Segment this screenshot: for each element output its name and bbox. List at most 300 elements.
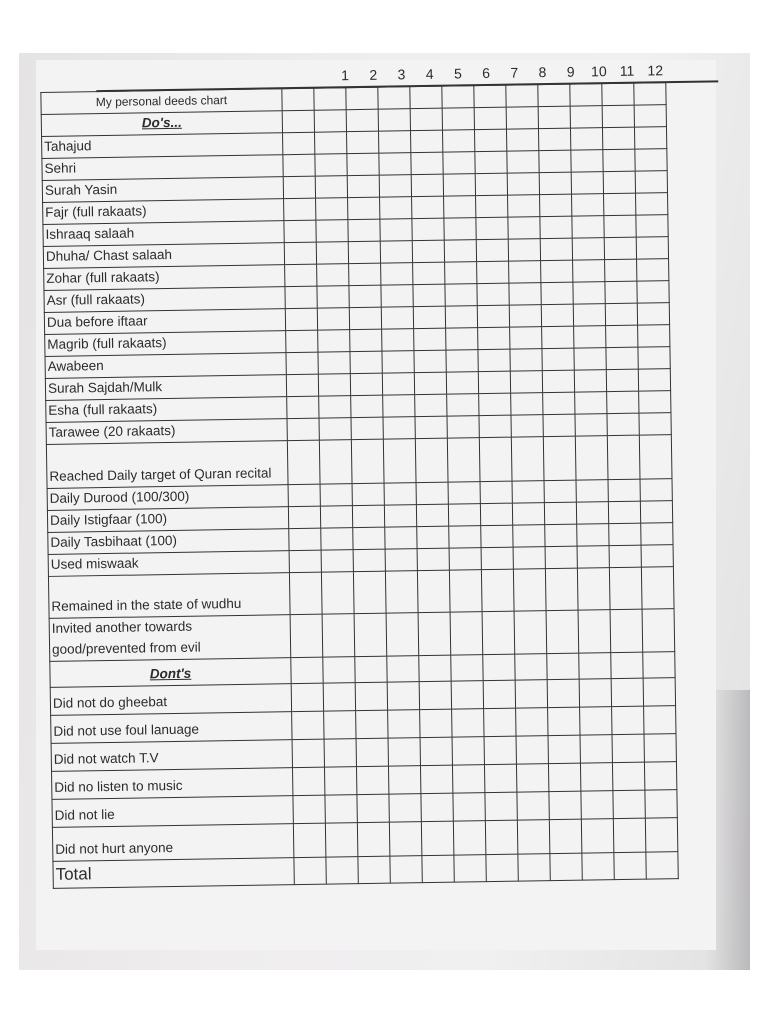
tick-box[interactable] xyxy=(635,171,667,193)
tick-box[interactable] xyxy=(453,820,486,854)
tick-box[interactable] xyxy=(380,241,412,263)
tick-box[interactable] xyxy=(574,370,606,392)
tick-box[interactable] xyxy=(474,85,506,107)
tick-box[interactable] xyxy=(508,217,540,239)
tick-box[interactable] xyxy=(513,547,545,569)
tick-box[interactable] xyxy=(323,656,355,682)
tick-box[interactable] xyxy=(350,329,382,351)
tick-box[interactable] xyxy=(515,679,547,707)
tick-box[interactable] xyxy=(347,175,379,197)
tick-box[interactable] xyxy=(380,219,412,241)
tick-box[interactable] xyxy=(383,439,416,483)
tick-box[interactable] xyxy=(292,739,324,767)
tick-box[interactable] xyxy=(384,483,416,505)
tick-box[interactable] xyxy=(605,303,637,325)
tick-box[interactable] xyxy=(443,152,475,174)
tick-box[interactable] xyxy=(412,240,444,262)
tick-box[interactable] xyxy=(454,854,486,882)
tick-box[interactable] xyxy=(484,764,516,792)
tick-box[interactable] xyxy=(353,527,385,549)
tick-box[interactable] xyxy=(445,262,477,284)
tick-box[interactable] xyxy=(645,817,678,851)
tick-box[interactable] xyxy=(413,306,445,328)
tick-box[interactable] xyxy=(637,281,669,303)
tick-box[interactable] xyxy=(547,653,579,679)
tick-box[interactable] xyxy=(512,481,544,503)
tick-box[interactable] xyxy=(289,528,321,550)
tick-box[interactable] xyxy=(546,610,579,653)
tick-box[interactable] xyxy=(444,240,476,262)
tick-box[interactable] xyxy=(385,527,417,549)
tick-box[interactable] xyxy=(506,85,538,107)
tick-box[interactable] xyxy=(445,284,477,306)
tick-box[interactable] xyxy=(347,131,379,153)
tick-box[interactable] xyxy=(518,853,550,881)
tick-box[interactable] xyxy=(447,394,479,416)
tick-box[interactable] xyxy=(510,327,542,349)
tick-box[interactable] xyxy=(541,304,573,326)
tick-box[interactable] xyxy=(548,707,580,735)
tick-box[interactable] xyxy=(605,259,637,281)
tick-box[interactable] xyxy=(291,683,323,711)
tick-box[interactable] xyxy=(450,612,483,655)
tick-box[interactable] xyxy=(543,436,576,480)
tick-box[interactable] xyxy=(638,325,670,347)
tick-box[interactable] xyxy=(356,766,388,794)
tick-box[interactable] xyxy=(452,764,484,792)
tick-box[interactable] xyxy=(570,128,602,150)
tick-box[interactable] xyxy=(419,681,451,709)
tick-box[interactable] xyxy=(286,374,318,396)
tick-box[interactable] xyxy=(508,195,540,217)
tick-box[interactable] xyxy=(350,373,382,395)
tick-box[interactable] xyxy=(581,818,614,852)
tick-box[interactable] xyxy=(383,395,415,417)
tick-box[interactable] xyxy=(410,108,442,130)
tick-box[interactable] xyxy=(644,733,676,761)
tick-box[interactable] xyxy=(545,546,577,568)
tick-box[interactable] xyxy=(548,735,580,763)
tick-box[interactable] xyxy=(358,856,390,884)
tick-box[interactable] xyxy=(442,130,474,152)
tick-box[interactable] xyxy=(351,417,383,439)
tick-box[interactable] xyxy=(419,655,451,681)
tick-box[interactable] xyxy=(607,413,639,435)
tick-box[interactable] xyxy=(318,374,350,396)
tick-box[interactable] xyxy=(352,505,384,527)
tick-box[interactable] xyxy=(540,216,572,238)
tick-box[interactable] xyxy=(412,218,444,240)
tick-box[interactable] xyxy=(577,546,609,568)
tick-box[interactable] xyxy=(542,326,574,348)
tick-box[interactable] xyxy=(517,791,549,819)
tick-box[interactable] xyxy=(612,734,644,762)
tick-box[interactable] xyxy=(485,792,517,820)
tick-box[interactable] xyxy=(348,219,380,241)
tick-box[interactable] xyxy=(511,393,543,415)
tick-box[interactable] xyxy=(421,793,453,821)
tick-box[interactable] xyxy=(319,418,351,440)
tick-box[interactable] xyxy=(442,108,474,130)
tick-box[interactable] xyxy=(580,734,612,762)
tick-box[interactable] xyxy=(420,709,452,737)
tick-box[interactable] xyxy=(357,794,389,822)
tick-box[interactable] xyxy=(479,393,511,415)
tick-box[interactable] xyxy=(575,392,607,414)
tick-box[interactable] xyxy=(326,856,358,884)
tick-box[interactable] xyxy=(283,176,315,198)
tick-box[interactable] xyxy=(451,654,483,680)
tick-box[interactable] xyxy=(351,439,384,483)
tick-box[interactable] xyxy=(388,765,420,793)
tick-box[interactable] xyxy=(351,395,383,417)
tick-box[interactable] xyxy=(357,822,390,856)
tick-box[interactable] xyxy=(416,504,448,526)
tick-box[interactable] xyxy=(319,396,351,418)
tick-box[interactable] xyxy=(293,795,325,823)
tick-box[interactable] xyxy=(421,821,454,855)
tick-box[interactable] xyxy=(506,107,538,129)
tick-box[interactable] xyxy=(317,286,349,308)
tick-box[interactable] xyxy=(353,549,385,571)
tick-box[interactable] xyxy=(511,437,544,481)
tick-box[interactable] xyxy=(445,306,477,328)
tick-box[interactable] xyxy=(478,349,510,371)
tick-box[interactable] xyxy=(579,652,611,678)
tick-box[interactable] xyxy=(572,238,604,260)
tick-box[interactable] xyxy=(511,415,543,437)
tick-box[interactable] xyxy=(513,569,546,611)
tick-box[interactable] xyxy=(388,709,420,737)
tick-box[interactable] xyxy=(383,417,415,439)
tick-box[interactable] xyxy=(542,370,574,392)
tick-box[interactable] xyxy=(355,656,387,682)
tick-box[interactable] xyxy=(325,822,358,856)
tick-box[interactable] xyxy=(605,281,637,303)
tick-box[interactable] xyxy=(478,327,510,349)
tick-box[interactable] xyxy=(414,372,446,394)
tick-box[interactable] xyxy=(314,88,346,110)
tick-box[interactable] xyxy=(636,237,668,259)
tick-box[interactable] xyxy=(508,239,540,261)
tick-box[interactable] xyxy=(575,436,608,480)
tick-box[interactable] xyxy=(483,654,515,680)
tick-box[interactable] xyxy=(572,216,604,238)
tick-box[interactable] xyxy=(607,435,640,479)
tick-box[interactable] xyxy=(422,855,454,883)
tick-box[interactable] xyxy=(446,350,478,372)
tick-box[interactable] xyxy=(544,502,576,524)
tick-box[interactable] xyxy=(324,766,356,794)
tick-box[interactable] xyxy=(381,285,413,307)
tick-box[interactable] xyxy=(477,305,509,327)
tick-box[interactable] xyxy=(638,347,670,369)
tick-box[interactable] xyxy=(573,282,605,304)
tick-box[interactable] xyxy=(636,215,668,237)
tick-box[interactable] xyxy=(415,438,448,482)
tick-box[interactable] xyxy=(540,238,572,260)
tick-box[interactable] xyxy=(570,84,602,106)
tick-box[interactable] xyxy=(509,261,541,283)
tick-box[interactable] xyxy=(609,545,641,567)
tick-box[interactable] xyxy=(607,391,639,413)
tick-box[interactable] xyxy=(382,373,414,395)
tick-box[interactable] xyxy=(389,793,421,821)
tick-box[interactable] xyxy=(606,347,638,369)
tick-box[interactable] xyxy=(475,151,507,173)
tick-box[interactable] xyxy=(575,414,607,436)
tick-box[interactable] xyxy=(581,790,613,818)
tick-box[interactable] xyxy=(608,501,640,523)
tick-box[interactable] xyxy=(577,524,609,546)
tick-box[interactable] xyxy=(573,304,605,326)
tick-box[interactable] xyxy=(346,109,378,131)
tick-box[interactable] xyxy=(315,132,347,154)
tick-box[interactable] xyxy=(414,328,446,350)
tick-box[interactable] xyxy=(285,308,317,330)
tick-box[interactable] xyxy=(380,197,412,219)
tick-box[interactable] xyxy=(284,198,316,220)
tick-box[interactable] xyxy=(410,86,442,108)
tick-box[interactable] xyxy=(447,416,479,438)
tick-box[interactable] xyxy=(414,350,446,372)
tick-box[interactable] xyxy=(452,736,484,764)
tick-box[interactable] xyxy=(515,653,547,679)
tick-box[interactable] xyxy=(479,437,512,481)
tick-box[interactable] xyxy=(604,215,636,237)
tick-box[interactable] xyxy=(482,611,515,654)
tick-box[interactable] xyxy=(442,86,474,108)
tick-box[interactable] xyxy=(611,678,643,706)
tick-box[interactable] xyxy=(483,680,515,708)
tick-box[interactable] xyxy=(635,149,667,171)
tick-box[interactable] xyxy=(316,198,348,220)
tick-box[interactable] xyxy=(550,853,582,881)
tick-box[interactable] xyxy=(476,217,508,239)
tick-box[interactable] xyxy=(411,152,443,174)
tick-box[interactable] xyxy=(318,330,350,352)
tick-box[interactable] xyxy=(573,260,605,282)
tick-box[interactable] xyxy=(479,415,511,437)
tick-box[interactable] xyxy=(320,506,352,528)
tick-box[interactable] xyxy=(288,484,320,506)
tick-box[interactable] xyxy=(317,308,349,330)
tick-box[interactable] xyxy=(349,285,381,307)
tick-box[interactable] xyxy=(547,679,579,707)
tick-box[interactable] xyxy=(416,482,448,504)
tick-box[interactable] xyxy=(294,857,326,885)
tick-box[interactable] xyxy=(321,572,354,614)
tick-box[interactable] xyxy=(324,738,356,766)
tick-box[interactable] xyxy=(639,413,671,435)
tick-box[interactable] xyxy=(512,503,544,525)
tick-box[interactable] xyxy=(356,710,388,738)
tick-box[interactable] xyxy=(355,682,387,710)
tick-box[interactable] xyxy=(538,106,570,128)
tick-box[interactable] xyxy=(476,239,508,261)
tick-box[interactable] xyxy=(612,762,644,790)
tick-box[interactable] xyxy=(417,570,450,612)
tick-box[interactable] xyxy=(570,106,602,128)
tick-box[interactable] xyxy=(507,173,539,195)
tick-box[interactable] xyxy=(389,821,422,855)
tick-box[interactable] xyxy=(603,149,635,171)
tick-box[interactable] xyxy=(484,708,516,736)
tick-box[interactable] xyxy=(415,394,447,416)
tick-box[interactable] xyxy=(543,414,575,436)
tick-box[interactable] xyxy=(387,655,419,681)
tick-box[interactable] xyxy=(415,416,447,438)
tick-box[interactable] xyxy=(315,154,347,176)
tick-box[interactable] xyxy=(447,438,480,482)
tick-box[interactable] xyxy=(352,483,384,505)
tick-box[interactable] xyxy=(634,105,666,127)
tick-box[interactable] xyxy=(381,307,413,329)
tick-box[interactable] xyxy=(541,260,573,282)
tick-box[interactable] xyxy=(418,612,451,655)
tick-box[interactable] xyxy=(549,819,582,853)
tick-box[interactable] xyxy=(378,109,410,131)
tick-box[interactable] xyxy=(412,196,444,218)
tick-box[interactable] xyxy=(637,259,669,281)
tick-box[interactable] xyxy=(321,550,353,572)
tick-box[interactable] xyxy=(545,524,577,546)
tick-box[interactable] xyxy=(386,613,419,656)
tick-box[interactable] xyxy=(516,735,548,763)
tick-box[interactable] xyxy=(641,523,673,545)
tick-box[interactable] xyxy=(316,242,348,264)
tick-box[interactable] xyxy=(449,570,482,612)
tick-box[interactable] xyxy=(609,523,641,545)
tick-box[interactable] xyxy=(319,440,352,484)
tick-box[interactable] xyxy=(356,738,388,766)
tick-box[interactable] xyxy=(514,611,547,654)
tick-box[interactable] xyxy=(510,349,542,371)
tick-box[interactable] xyxy=(388,737,420,765)
tick-box[interactable] xyxy=(282,110,314,132)
tick-box[interactable] xyxy=(577,568,610,610)
tick-box[interactable] xyxy=(321,528,353,550)
tick-box[interactable] xyxy=(286,330,318,352)
tick-box[interactable] xyxy=(576,502,608,524)
tick-box[interactable] xyxy=(613,790,645,818)
tick-box[interactable] xyxy=(290,614,323,657)
tick-box[interactable] xyxy=(287,440,320,484)
tick-box[interactable] xyxy=(283,132,315,154)
tick-box[interactable] xyxy=(604,237,636,259)
tick-box[interactable] xyxy=(317,264,349,286)
tick-box[interactable] xyxy=(477,261,509,283)
tick-box[interactable] xyxy=(613,818,646,852)
tick-box[interactable] xyxy=(516,763,548,791)
tick-box[interactable] xyxy=(322,614,355,657)
tick-box[interactable] xyxy=(612,706,644,734)
tick-box[interactable] xyxy=(606,369,638,391)
tick-box[interactable] xyxy=(384,505,416,527)
tick-box[interactable] xyxy=(580,706,612,734)
tick-box[interactable] xyxy=(644,705,676,733)
tick-box[interactable] xyxy=(571,150,603,172)
tick-box[interactable] xyxy=(446,328,478,350)
tick-box[interactable] xyxy=(449,548,481,570)
tick-box[interactable] xyxy=(604,193,636,215)
tick-box[interactable] xyxy=(451,680,483,708)
tick-box[interactable] xyxy=(410,130,442,152)
tick-box[interactable] xyxy=(286,352,318,374)
tick-box[interactable] xyxy=(574,348,606,370)
tick-box[interactable] xyxy=(507,151,539,173)
tick-box[interactable] xyxy=(538,84,570,106)
tick-box[interactable] xyxy=(289,572,322,614)
tick-box[interactable] xyxy=(579,678,611,706)
tick-box[interactable] xyxy=(484,736,516,764)
tick-box[interactable] xyxy=(639,391,671,413)
tick-box[interactable] xyxy=(480,481,512,503)
tick-box[interactable] xyxy=(639,435,672,479)
tick-box[interactable] xyxy=(325,794,357,822)
tick-box[interactable] xyxy=(324,710,356,738)
tick-box[interactable] xyxy=(287,396,319,418)
tick-box[interactable] xyxy=(571,172,603,194)
tick-box[interactable] xyxy=(382,329,414,351)
tick-box[interactable] xyxy=(474,129,506,151)
tick-box[interactable] xyxy=(381,263,413,285)
tick-box[interactable] xyxy=(506,129,538,151)
tick-box[interactable] xyxy=(477,283,509,305)
tick-box[interactable] xyxy=(349,263,381,285)
tick-box[interactable] xyxy=(646,851,678,879)
tick-box[interactable] xyxy=(350,351,382,373)
tick-box[interactable] xyxy=(540,194,572,216)
tick-box[interactable] xyxy=(574,326,606,348)
tick-box[interactable] xyxy=(541,282,573,304)
tick-box[interactable] xyxy=(509,283,541,305)
tick-box[interactable] xyxy=(387,681,419,709)
tick-box[interactable] xyxy=(452,708,484,736)
tick-box[interactable] xyxy=(420,765,452,793)
tick-box[interactable] xyxy=(449,526,481,548)
tick-box[interactable] xyxy=(609,567,642,609)
tick-box[interactable] xyxy=(539,150,571,172)
tick-box[interactable] xyxy=(544,480,576,502)
tick-box[interactable] xyxy=(509,305,541,327)
tick-box[interactable] xyxy=(516,707,548,735)
tick-box[interactable] xyxy=(291,657,323,683)
tick-box[interactable] xyxy=(582,852,614,880)
tick-box[interactable] xyxy=(641,567,674,609)
tick-box[interactable] xyxy=(346,87,378,109)
tick-box[interactable] xyxy=(644,761,676,789)
tick-box[interactable] xyxy=(608,479,640,501)
tick-box[interactable] xyxy=(637,303,669,325)
tick-box[interactable] xyxy=(611,652,643,678)
tick-box[interactable] xyxy=(643,651,675,677)
tick-box[interactable] xyxy=(576,480,608,502)
tick-box[interactable] xyxy=(513,525,545,547)
tick-box[interactable] xyxy=(638,369,670,391)
tick-box[interactable] xyxy=(602,127,634,149)
tick-box[interactable] xyxy=(543,392,575,414)
tick-box[interactable] xyxy=(580,762,612,790)
tick-box[interactable] xyxy=(486,854,518,882)
tick-box[interactable] xyxy=(293,823,326,857)
tick-box[interactable] xyxy=(353,571,386,613)
tick-box[interactable] xyxy=(641,545,673,567)
tick-box[interactable] xyxy=(292,767,324,795)
tick-box[interactable] xyxy=(602,83,634,105)
tick-box[interactable] xyxy=(413,262,445,284)
tick-box[interactable] xyxy=(481,547,513,569)
